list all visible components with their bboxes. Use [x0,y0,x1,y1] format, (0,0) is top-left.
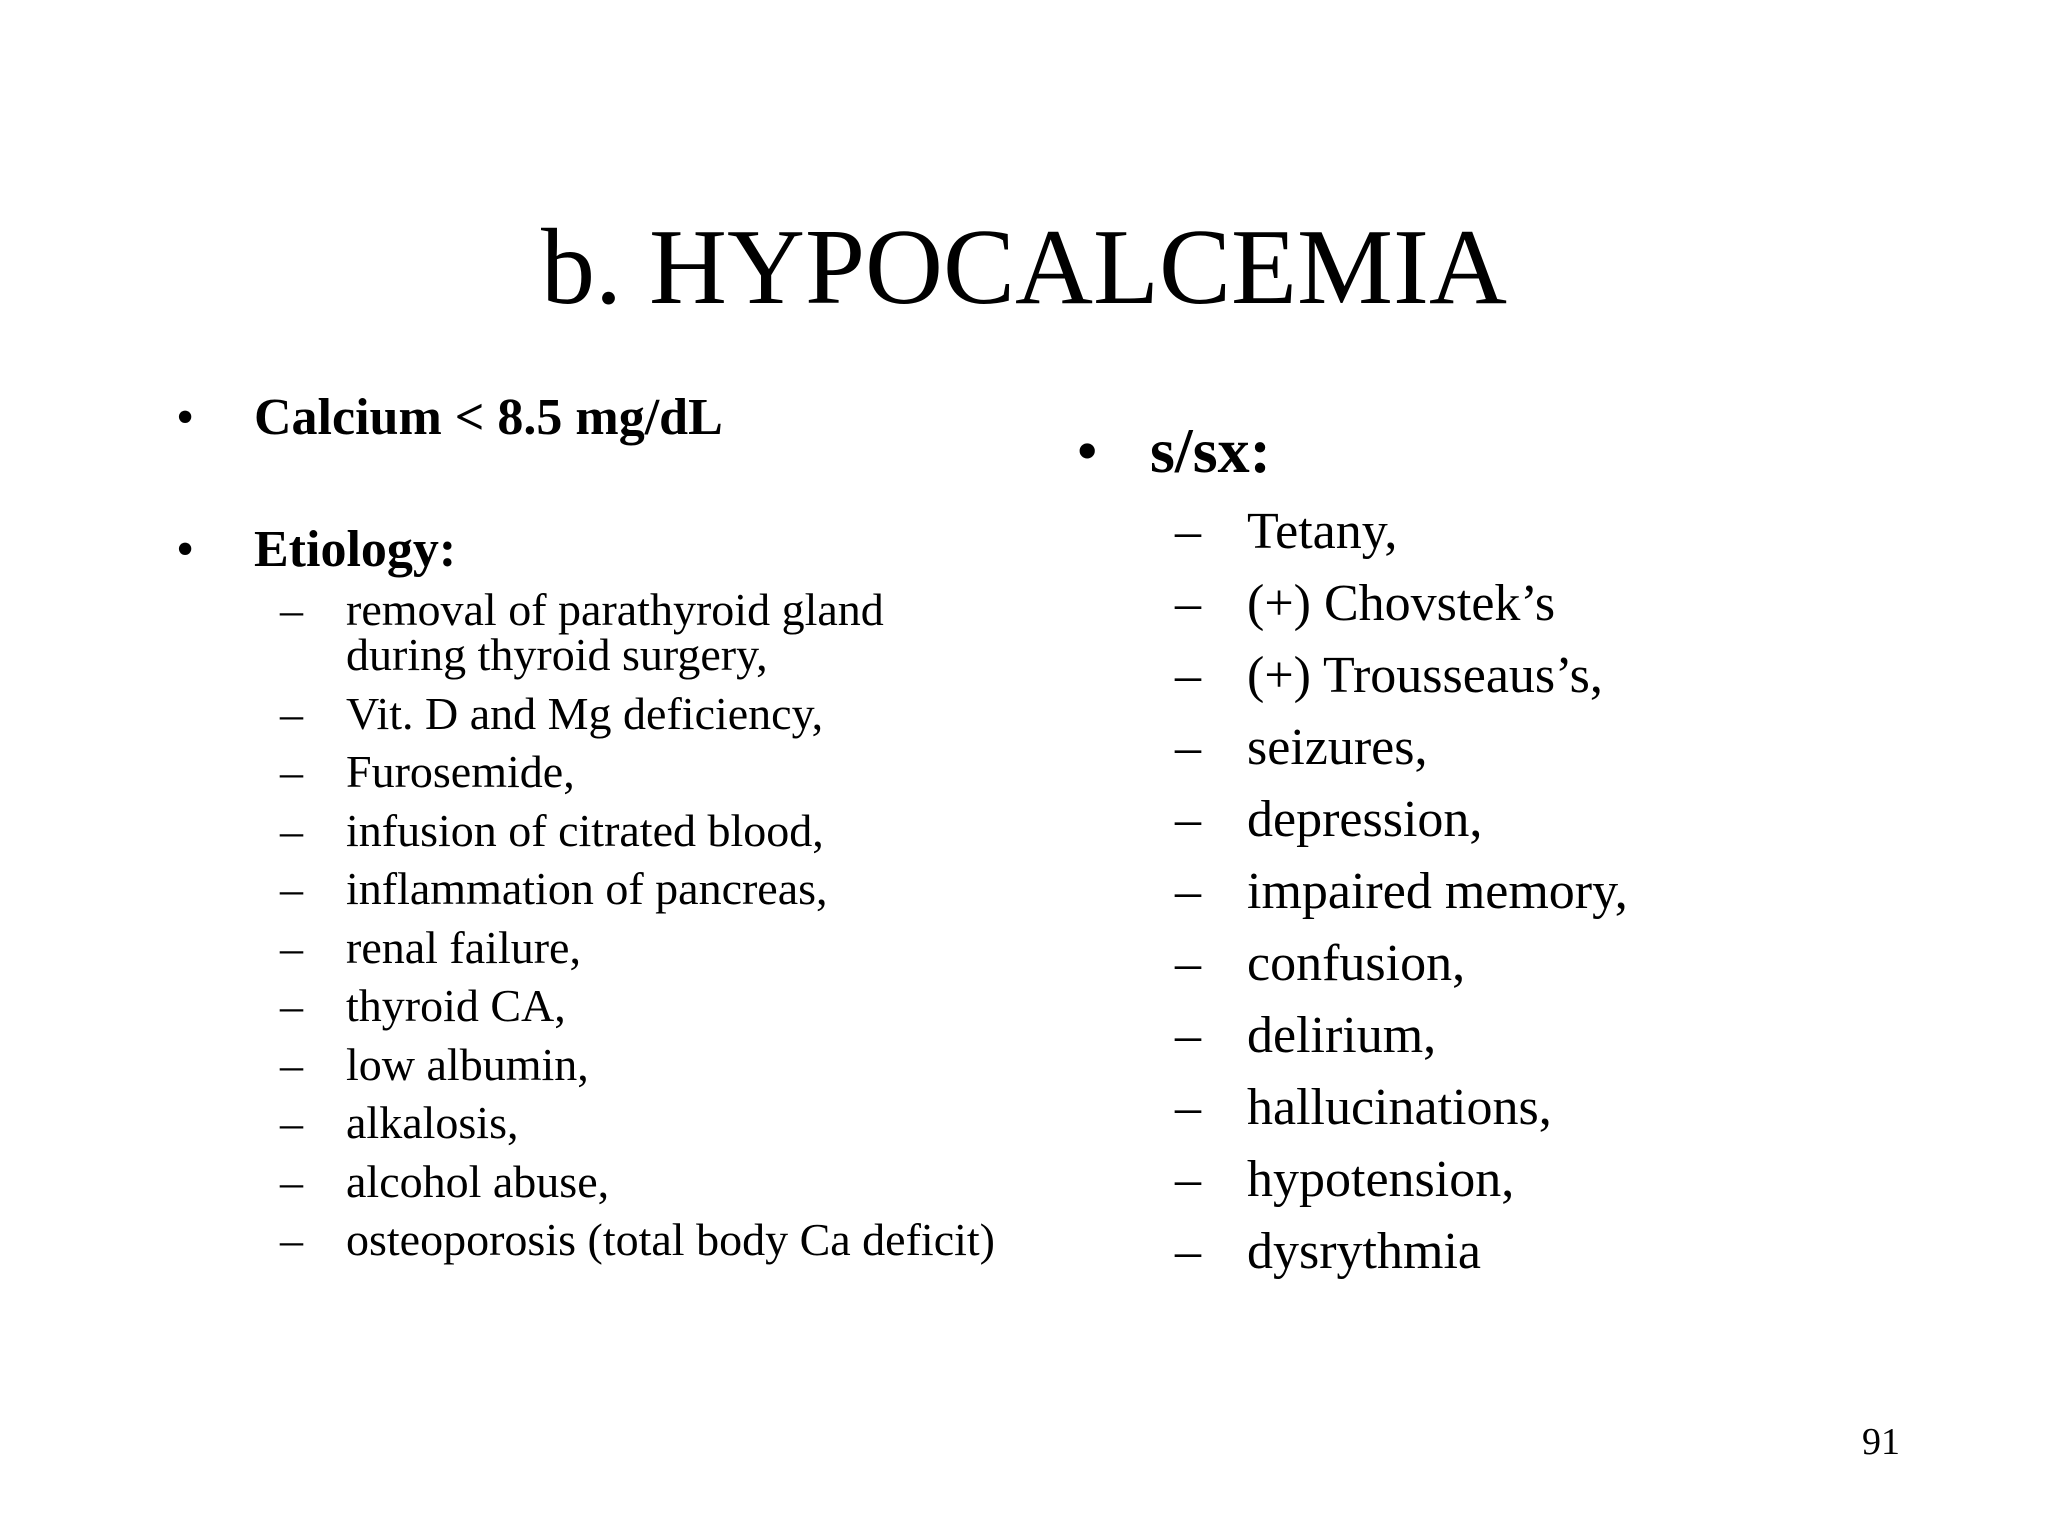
dash-marker: – [1175,1151,1201,1208]
etiology-item-text: alkalosis, [346,1097,519,1148]
symptom-item [1175,712,1975,784]
symptom-item-text: (+) Trousseaus’s, [1247,647,1603,704]
symptom-item-text: (+) Chovstek’s [1247,575,1556,632]
etiology-item-text: Furosemide, [346,746,575,797]
dash-marker: – [1175,1223,1201,1280]
symptom-item [1175,1000,1975,1072]
signs-symptoms-heading: s/sx: [1150,415,1271,486]
symptom-item [1175,1072,1975,1144]
dash-marker: – [280,863,303,914]
dash-marker: – [1175,935,1201,992]
etiology-item-text: osteoporosis (total body Ca deficit) [346,1214,995,1265]
dash-marker: – [1175,863,1201,920]
etiology-item [280,1097,1000,1148]
symptom-item-text: hallucinations, [1247,1079,1552,1136]
dash-marker: – [280,1155,303,1207]
etiology-heading: Etiology: [254,521,457,578]
dash-marker: – [1175,719,1201,776]
slide-title: b. HYPOCALCEMIA [540,208,1508,327]
dash-marker: – [280,1214,303,1265]
symptom-item [1175,856,1975,928]
dash-marker: – [280,980,303,1031]
etiology-item [280,687,1000,739]
symptom-item [1175,496,1975,568]
bullet-marker: • [176,521,195,578]
etiology-item-text: thyroid CA, [346,980,566,1031]
symptom-item-text: depression, [1247,791,1483,848]
symptom-item-text: seizures, [1247,719,1428,776]
etiology-item [280,584,1000,680]
etiology-item [280,1155,1000,1207]
symptom-item-text: Tetany, [1247,503,1398,560]
calcium-threshold-text: Calcium < 8.5 mg/dL [254,389,723,446]
dash-marker: – [1175,791,1201,848]
dash-marker: – [280,1097,303,1148]
dash-marker: – [280,804,303,856]
etiology-item-text: low albumin, [346,1038,589,1090]
symptom-item [1175,1144,1975,1216]
dash-marker: – [1175,1007,1201,1064]
bullet-marker: • [1076,415,1099,486]
dash-marker: – [280,584,303,635]
symptom-item [1175,784,1975,856]
etiology-item [280,1038,1000,1090]
symptom-item [1175,640,1975,712]
dash-marker: – [280,1038,303,1090]
dash-marker: – [280,746,303,797]
etiology-item-text: renal failure, [346,921,581,973]
dash-marker: – [1175,1079,1201,1136]
dash-marker: – [280,687,303,739]
etiology-item [280,746,1000,797]
etiology-item [280,921,1000,973]
etiology-item-text: Vit. D and Mg deficiency, [346,687,824,739]
symptom-item-text: hypotension, [1247,1151,1515,1208]
symptom-item [1175,1216,1975,1288]
dash-marker: – [1175,503,1201,560]
symptom-item-text: confusion, [1247,935,1466,992]
etiology-item [280,980,1000,1031]
symptom-item-text: impaired memory, [1247,863,1628,920]
signs-symptoms-list [1175,496,1975,1288]
bullet-etiology [176,520,456,579]
etiology-item [280,863,1000,914]
dash-marker: – [1175,647,1201,704]
etiology-item-text: removal of parathyroid gland during thyroid surgery, [346,584,884,680]
symptom-item [1175,568,1975,640]
bullet-signs-symptoms [1076,414,1271,488]
symptom-item [1175,928,1975,1000]
etiology-item-text: inflammation of pancreas, [346,863,828,914]
symptom-item-text: dysrythmia [1247,1223,1481,1280]
dash-marker: – [1175,575,1201,632]
bullet-calcium-threshold [176,388,723,447]
etiology-item [280,1214,1000,1265]
etiology-item [280,804,1000,856]
etiology-item-text: infusion of citrated blood, [346,804,824,856]
etiology-item-text: alcohol abuse, [346,1155,610,1207]
dash-marker: – [280,921,303,973]
symptom-item-text: delirium, [1247,1007,1437,1064]
page-number: 91 [1862,1421,1900,1463]
bullet-marker: • [176,389,195,446]
etiology-list [280,584,1000,1276]
